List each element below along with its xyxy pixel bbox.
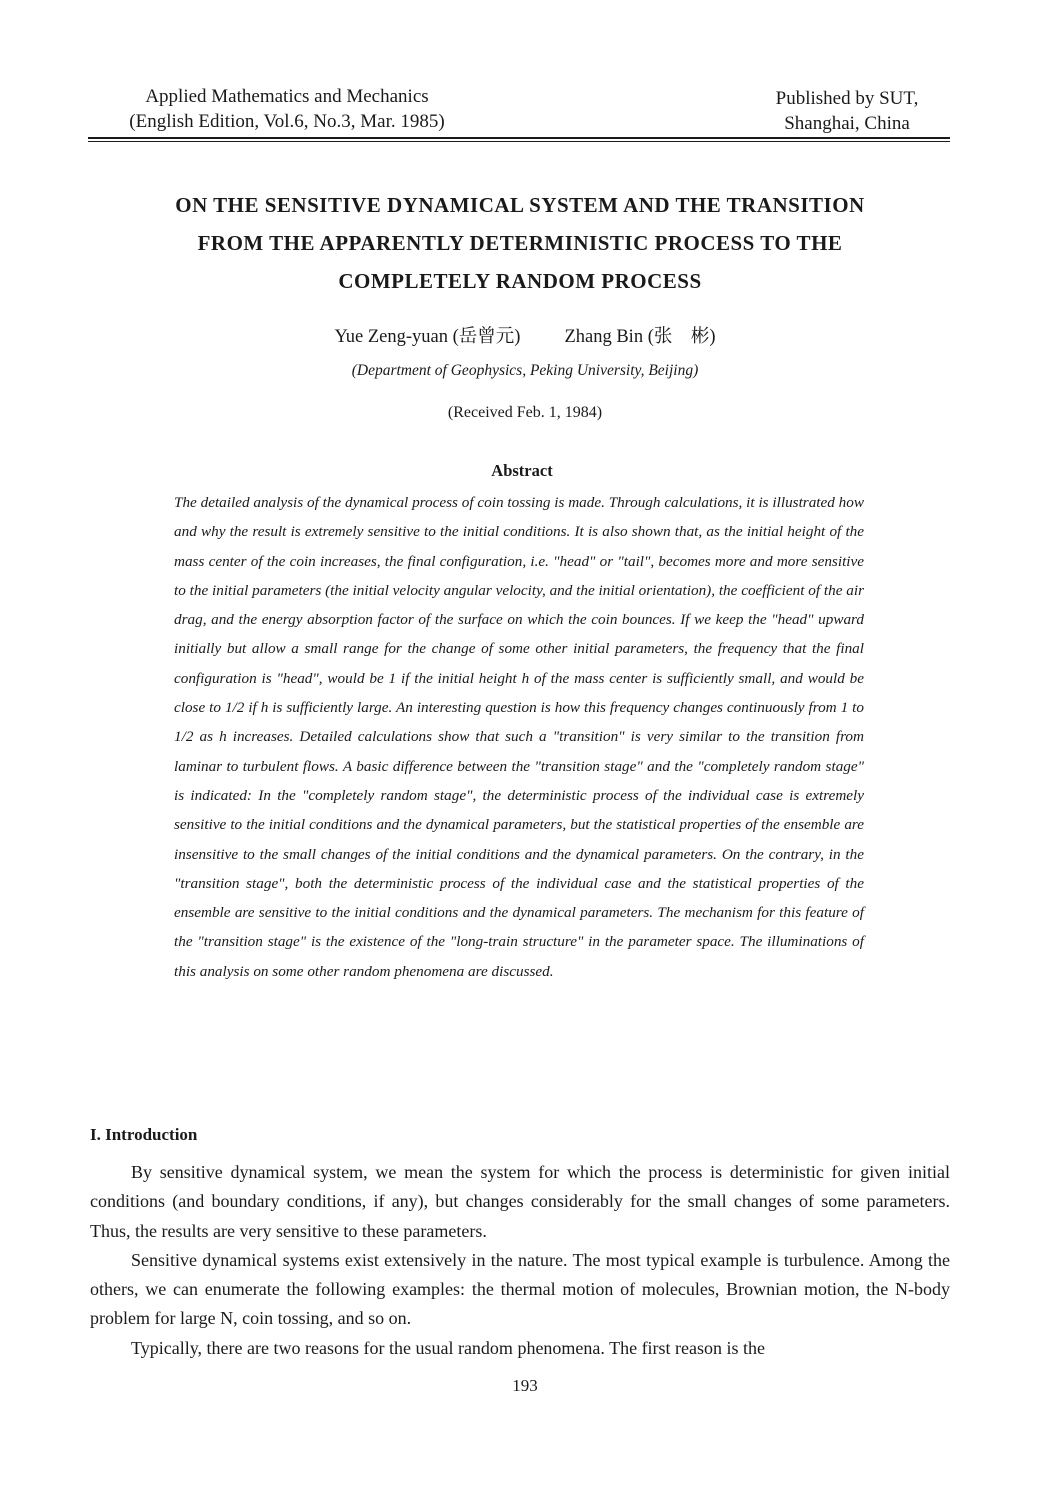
title-line-1: ON THE SENSITIVE DYNAMICAL SYSTEM AND THE TRANSITION	[175, 193, 865, 217]
publisher-info	[757, 86, 937, 136]
journal-info	[92, 84, 482, 134]
title-line-3: COMPLETELY RANDOM PROCESS	[338, 269, 702, 293]
section-heading-introduction: I. Introduction	[90, 1125, 198, 1144]
author-list	[0, 324, 1050, 350]
affiliation: (Department of Geophysics, Peking University, Beijing)	[351, 362, 699, 379]
page-number: 193	[512, 1376, 538, 1395]
paper-title	[110, 186, 930, 300]
abstract-text: The detailed analysis of the dynamical process of coin tossing is made. Through calculations, it is illustrated how and why the result is extremely sensitive to the initial conditions. It is also shown that, as the initial height of the mass center of the coin increases, the final configuration, i.e. "head" or "tail", becomes more and more sensitive to the initial parameters (the initial velocity angular velocity, and the initial orientation), the coefficient of the air drag, and the energy absorption factor of the surface on which the coin bounces. If we keep the "head" upward initially but allow a small range for the change of some other initial parameters, the frequency that the final configuration is "head", would be 1 if the initial height h of the mass center is sufficiently small, and would be close to 1/2 if h is sufficiently large. An interesting question is how this frequency changes continuously from 1 to 1/2 as h increases. Detailed calculations show that such a "transition" is very similar to the transition from laminar to turbulent flows. A basic difference between the "transition stage" and the "completely random stage" is indicated: In the "completely random stage", the deterministic process of the individual case is extremely sensitive to the initial conditions and the dynamical parameters, but the statistical properties of the ensemble are insensitive to the small changes of the initial conditions and the dynamical parameters. On the contrary, in the "transition stage", both the deterministic process of the individual case and the statistical properties of the ensemble are sensitive to the initial conditions and the dynamical parameters. The mechanism for this feature of the "transition stage" is the existence of the "long-train structure" in the parameter space. The illuminations of this analysis on some other random phenomena are discussed.	[174, 494, 864, 980]
header-rule-thick	[88, 137, 950, 139]
header-rule-thin	[88, 141, 950, 142]
journal-edition: (English Edition, Vol.6, No.3, Mar. 1985)	[129, 111, 445, 132]
introduction-body	[90, 1158, 950, 1363]
journal-name: Applied Mathematics and Mechanics	[145, 86, 429, 107]
author-yue: Yue Zeng-yuan (岳曾元)	[334, 327, 521, 347]
publisher-name: Published by SUT,	[775, 88, 919, 109]
paragraph: By sensitive dynamical system, we mean the system for which the process is deterministic for given initial conditions (and boundary conditions, if any), but changes considerably for the small changes of some parameters. Thus, the results are very sensitive to these parameters.	[90, 1162, 950, 1241]
received-date: (Received Feb. 1, 1984)	[447, 404, 603, 421]
publisher-location: Shanghai, China	[784, 113, 910, 134]
paragraph: Typically, there are two reasons for the usual random phenomena. The first reason is the	[131, 1337, 766, 1358]
abstract-heading: Abstract	[491, 461, 553, 480]
author-zhang: Zhang Bin (张 彬)	[564, 327, 716, 347]
title-line-2: FROM THE APPARENTLY DETERMINISTIC PROCESS TO THE	[197, 231, 843, 255]
paragraph: Sensitive dynamical systems exist extensively in the nature. The most typical example is turbulence. Among the others, we can enumerate the following examples: the thermal motion of molecules, Brownian motion, the N-body problem for large N, coin tossing, and so on.	[90, 1249, 950, 1329]
